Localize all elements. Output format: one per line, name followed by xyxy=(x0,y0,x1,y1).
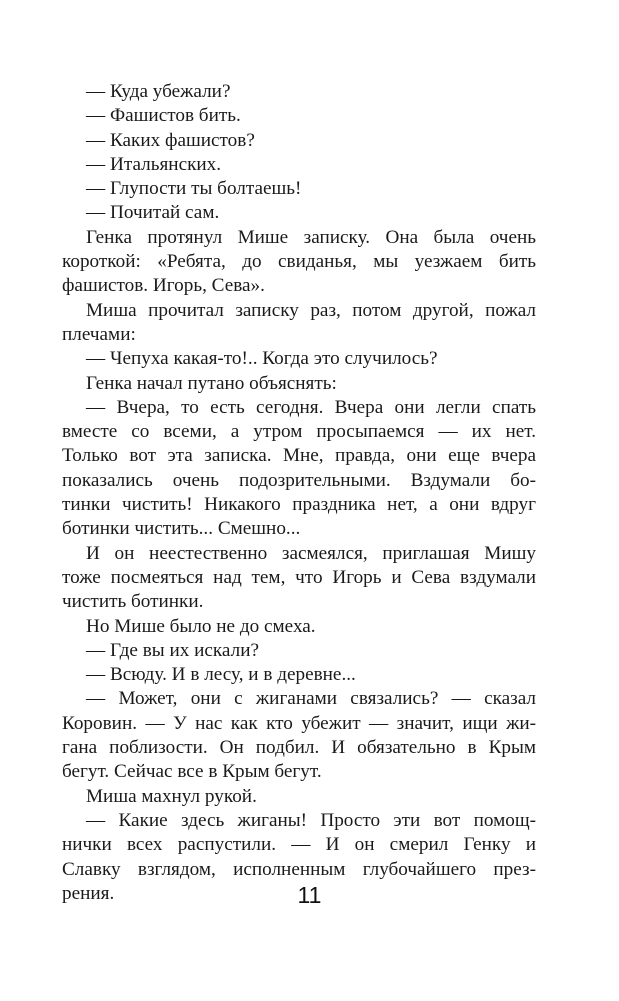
text-line: Только вот эта записка. Мне, правда, они еще вчера xyxy=(62,445,536,467)
paragraph xyxy=(62,177,536,201)
text-line: нички всех распустили. — И он смерил Генку и xyxy=(62,834,536,856)
text-line: — Где вы их искали? xyxy=(86,639,259,661)
text-line: — Чепуха какая-то!.. Когда это случилось? xyxy=(86,348,438,370)
paragraph xyxy=(62,347,536,371)
paragraph xyxy=(62,299,536,348)
paragraph xyxy=(62,663,536,687)
text-line: И он неестественно засмеялся, приглашая Мишу xyxy=(86,542,536,564)
text-line: — Вчера, то есть сегодня. Вчера они легли спать xyxy=(86,396,536,418)
paragraph xyxy=(62,687,536,784)
text-line: рения. xyxy=(62,882,115,904)
paragraph xyxy=(62,639,536,663)
paragraph xyxy=(62,396,536,542)
text-line: бегут. Сейчас все в Крым бегут. xyxy=(62,761,322,783)
page-text xyxy=(62,80,536,906)
text-line: Генка протянул Мише записку. Она была очень xyxy=(86,226,536,248)
text-line: — Какие здесь жиганы! Просто эти вот помощ- xyxy=(86,809,536,831)
paragraph xyxy=(62,129,536,153)
text-line: — Всюду. И в лесу, и в деревне... xyxy=(86,664,356,686)
text-line: ботинки чистить... Смешно... xyxy=(62,518,301,540)
paragraph xyxy=(62,201,536,225)
text-line: плечами: xyxy=(62,323,136,345)
text-line: — Куда убежали? xyxy=(86,81,231,102)
text-line: гана поблизости. Он подбил. И обязательно в Крым xyxy=(62,737,536,759)
text-line: Славку взглядом, исполненным глубочайшего през- xyxy=(62,858,536,880)
text-line: Коровин. — У нас как кто убежит — значит, ищи жи- xyxy=(62,712,536,734)
page-number: 11 xyxy=(297,882,322,908)
text-line: — Может, они с жиганами связались? — сказал xyxy=(86,688,536,710)
text-line: Миша махнул рукой. xyxy=(86,785,257,807)
paragraph xyxy=(62,785,536,809)
paragraph xyxy=(62,80,536,104)
text-line: вместе со всеми, а утром просыпаемся — их нет. xyxy=(62,421,536,443)
text-line: — Итальянских. xyxy=(86,153,222,175)
text-line: Но Мише было не до смеха. xyxy=(86,615,316,637)
text-line: чистить ботинки. xyxy=(62,591,204,613)
text-line: — Каких фашистов? xyxy=(86,129,255,151)
text-line: — Глупости ты болтаешь! xyxy=(86,178,302,200)
paragraph xyxy=(62,153,536,177)
paragraph xyxy=(62,104,536,128)
paragraph xyxy=(62,542,536,615)
paragraph xyxy=(62,615,536,639)
text-line: тоже посмеяться над тем, что Игорь и Сева вздумали xyxy=(62,566,536,588)
text-line: Генка начал путано объяснять: xyxy=(86,372,337,394)
text-line: фашистов. Игорь, Сева». xyxy=(62,275,265,297)
text-line: короткой: «Ребята, до свиданья, мы уезжаем бить xyxy=(62,251,536,273)
paragraph xyxy=(62,372,536,396)
text-line: — Фашистов бить. xyxy=(86,105,241,127)
text-line: тинки чистить! Никакого праздника нет, а они вдруг xyxy=(62,494,536,516)
paragraph xyxy=(62,226,536,299)
text-line: показались очень подозрительными. Вздумали бо- xyxy=(62,469,536,491)
text-line: Миша прочитал записку раз, потом другой, пожал xyxy=(86,299,536,321)
text-line: — Почитай сам. xyxy=(86,202,220,224)
